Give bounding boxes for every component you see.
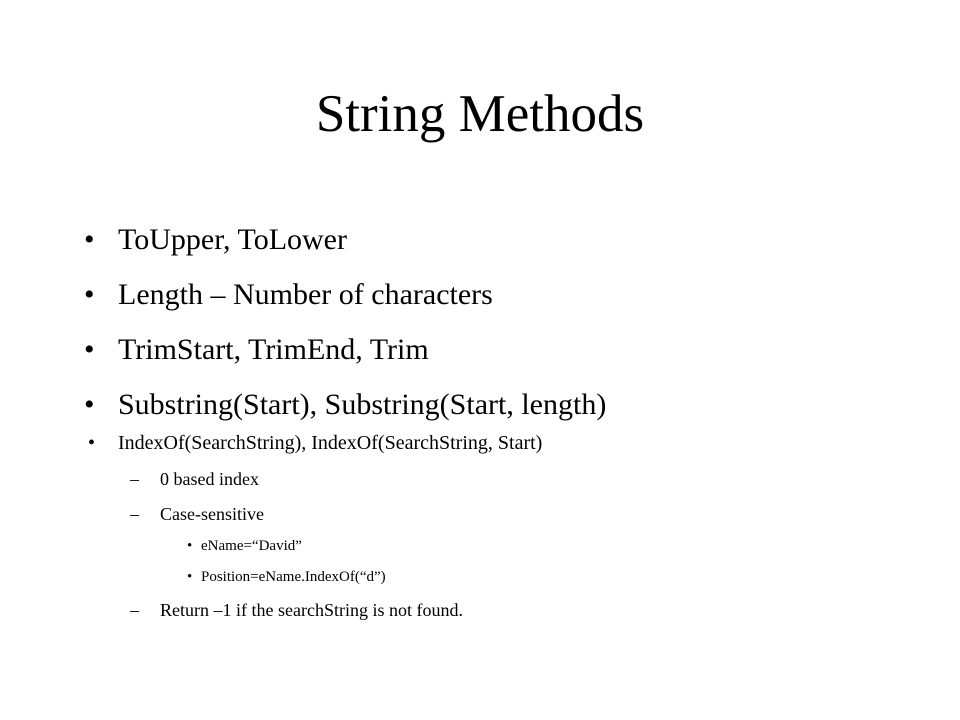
sub-bullet-zero-based: 0 based index (160, 469, 259, 489)
dash-marker: – (130, 600, 139, 620)
sub-sub-bullet-ename: eName=“David” (201, 538, 302, 554)
bullet-indexof: IndexOf(SearchString), IndexOf(SearchString, Start) (118, 432, 543, 454)
dash-marker: – (130, 469, 139, 489)
bullet-length: Length – Number of characters (118, 278, 493, 311)
bullet-marker: • (88, 432, 96, 454)
dash-marker: – (130, 504, 139, 524)
slide-title: String Methods (315, 85, 645, 143)
sub-sub-bullet-position: Position=eName.IndexOf(“d”) (201, 569, 386, 585)
bullet-marker: • (84, 333, 95, 366)
bullet-toupper: ToUpper, ToLower (118, 223, 347, 256)
bullet-marker: • (187, 569, 193, 585)
bullet-substring: Substring(Start), Substring(Start, length) (118, 388, 607, 421)
bullet-trim: TrimStart, TrimEnd, Trim (118, 333, 429, 366)
sub-bullet-return: Return –1 if the searchString is not found. (160, 600, 463, 620)
bullet-marker: • (84, 278, 95, 311)
sub-bullet-case-sensitive: Case-sensitive (160, 504, 264, 524)
bullet-marker: • (187, 538, 193, 554)
bullet-marker: • (84, 388, 95, 421)
bullet-marker: • (84, 223, 95, 256)
